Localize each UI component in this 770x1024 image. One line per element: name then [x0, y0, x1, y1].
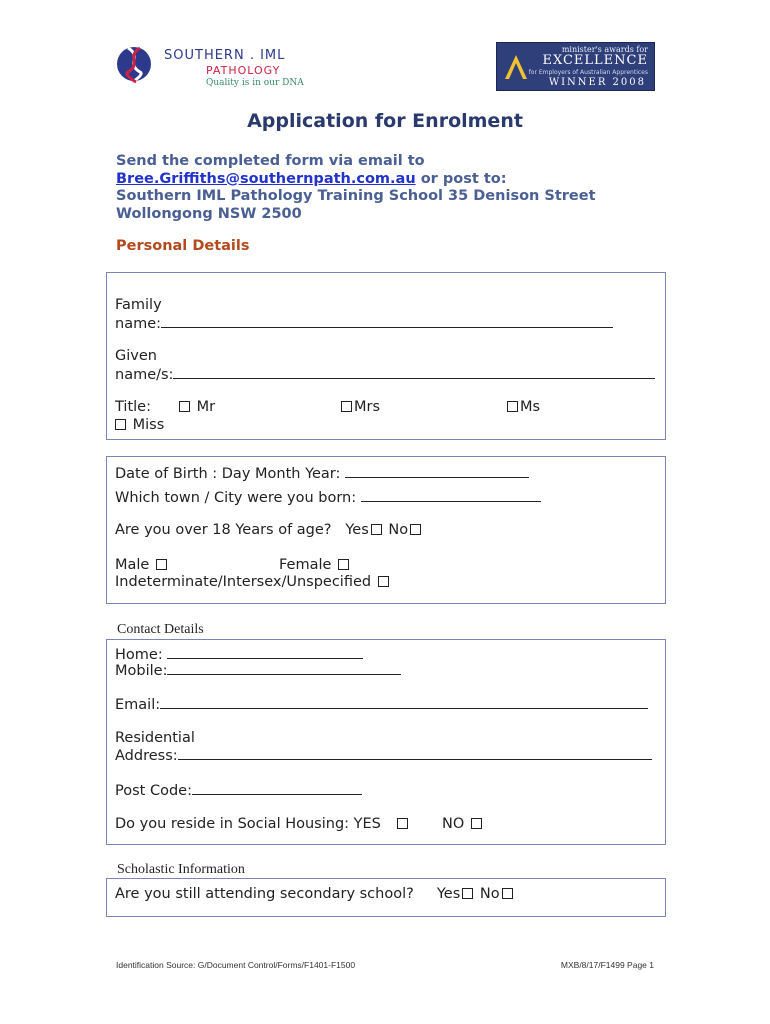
residential-row: [115, 747, 652, 765]
given-name-label-1: Given: [115, 348, 157, 364]
title-mrs-label: Mrs: [354, 399, 381, 415]
female-option[interactable]: [279, 557, 351, 574]
postcode-field[interactable]: [192, 782, 362, 795]
postcode-row: [115, 782, 362, 800]
scholastic-caption: Scholastic Information: [117, 862, 245, 877]
female-checkbox[interactable]: [338, 559, 349, 570]
title-ms-label: Ms: [520, 399, 541, 415]
male-checkbox[interactable]: [156, 559, 167, 570]
birth-details-box: [106, 456, 666, 604]
female-label: Female: [279, 557, 332, 573]
dob-row: [115, 465, 529, 483]
instructions-line1: Send the completed form via email to: [116, 153, 425, 169]
mobile-row: [115, 662, 401, 680]
secondary-yes-label: Yes: [436, 886, 461, 902]
family-name-field[interactable]: [161, 315, 613, 328]
scholastic-box: [106, 878, 666, 917]
logo-line1: SOUTHERN . IML: [164, 48, 286, 63]
award-mark-icon: [503, 49, 529, 81]
title-ms-option[interactable]: [505, 399, 540, 416]
secondary-school-row: [115, 886, 515, 903]
award-line2: EXCELLENCE: [542, 53, 648, 68]
secondary-no-checkbox[interactable]: [502, 888, 513, 899]
personal-details-box: [106, 272, 666, 440]
dob-field[interactable]: [345, 465, 529, 478]
age-row: [115, 522, 423, 539]
social-housing-yes-checkbox[interactable]: [397, 818, 408, 829]
page-title: Application for Enrolment: [247, 110, 523, 132]
age-yes-checkbox[interactable]: [371, 524, 382, 535]
secondary-no-label: No: [479, 886, 500, 902]
contact-details-box: [106, 639, 666, 845]
secondary-yes-checkbox[interactable]: [462, 888, 473, 899]
southern-iml-logo: [116, 40, 316, 92]
mobile-label: Mobile:: [115, 663, 168, 679]
title-miss-checkbox[interactable]: [115, 419, 126, 430]
instructions-line2: [116, 171, 596, 189]
birth-town-label: Which town / City were you born:: [115, 490, 357, 506]
email-link[interactable]: Bree.Griffiths@southernpath.com.au: [116, 170, 416, 187]
given-name-label-2: name/s:: [115, 367, 174, 383]
social-housing-no-label: NO: [441, 816, 465, 832]
title-mrs-option[interactable]: [339, 399, 380, 416]
footer-source: Identification Source: G/Document Control/Forms/F1401-F1500: [116, 960, 356, 970]
social-housing-row: [115, 816, 484, 833]
age-no-label: No: [388, 522, 409, 538]
residential-label-1: Residential: [115, 730, 195, 746]
title-miss-label: Miss: [132, 417, 165, 433]
family-name-row: [115, 315, 613, 333]
post-text: or post to:: [415, 170, 507, 187]
birth-town-field[interactable]: [361, 489, 541, 502]
title-mrs-checkbox[interactable]: [341, 401, 352, 412]
social-housing-no-checkbox[interactable]: [471, 818, 482, 829]
given-name-row: [115, 366, 655, 384]
secondary-school-question: Are you still attending secondary school?: [115, 886, 414, 902]
postcode-label: Post Code:: [115, 783, 192, 799]
residential-label-2: Address:: [115, 748, 178, 764]
indeterminate-option[interactable]: [115, 574, 391, 591]
indeterminate-label: Indeterminate/Intersex/Unspecified: [115, 574, 372, 590]
title-mr-option[interactable]: [177, 399, 215, 416]
submission-instructions: [116, 153, 596, 223]
personal-details-heading: Personal Details: [116, 238, 250, 254]
title-label: Title:: [115, 399, 151, 415]
email-label: Email:: [115, 697, 161, 713]
dob-label: Date of Birth : Day Month Year:: [115, 466, 341, 482]
instructions-line3: Southern IML Pathology Training School 35 Denison Street: [116, 188, 596, 204]
social-housing-question: Do you reside in Social Housing: YES: [115, 816, 381, 832]
title-mr-checkbox[interactable]: [179, 401, 190, 412]
dna-helix-icon: [116, 44, 152, 84]
birth-town-row: [115, 489, 541, 507]
contact-details-caption: Contact Details: [117, 622, 204, 637]
email-row: [115, 696, 648, 714]
title-ms-checkbox[interactable]: [507, 401, 518, 412]
award-line3: for Employers of Australian Apprentices: [528, 69, 648, 76]
award-line1: minister's awards for: [561, 45, 648, 54]
age-no-checkbox[interactable]: [410, 524, 421, 535]
title-miss-option[interactable]: [113, 417, 164, 434]
logo-tagline: Quality is in our DNA: [206, 78, 304, 88]
mobile-field[interactable]: [167, 662, 401, 675]
male-label: Male: [115, 557, 150, 573]
email-field[interactable]: [160, 696, 648, 709]
family-name-label-1: Family: [115, 297, 162, 313]
home-phone-field[interactable]: [167, 646, 363, 659]
title-mr-label: Mr: [196, 399, 216, 415]
family-name-label-2: name:: [115, 316, 162, 332]
award-line4: WINNER 2008: [548, 77, 646, 88]
age-yes-label: Yes: [345, 522, 369, 538]
indeterminate-checkbox[interactable]: [378, 576, 389, 587]
home-phone-label: Home:: [115, 647, 163, 663]
male-option[interactable]: [115, 557, 169, 574]
residential-address-field[interactable]: [178, 747, 652, 760]
logo-line2: PATHOLOGY: [206, 64, 281, 77]
footer-page: MXB/8/17/F1499 Page 1: [560, 960, 654, 970]
award-badge: [496, 42, 655, 91]
instructions-line4: Wollongong NSW 2500: [116, 205, 302, 222]
given-name-field[interactable]: [173, 366, 655, 379]
age-question: Are you over 18 Years of age?: [115, 522, 332, 538]
